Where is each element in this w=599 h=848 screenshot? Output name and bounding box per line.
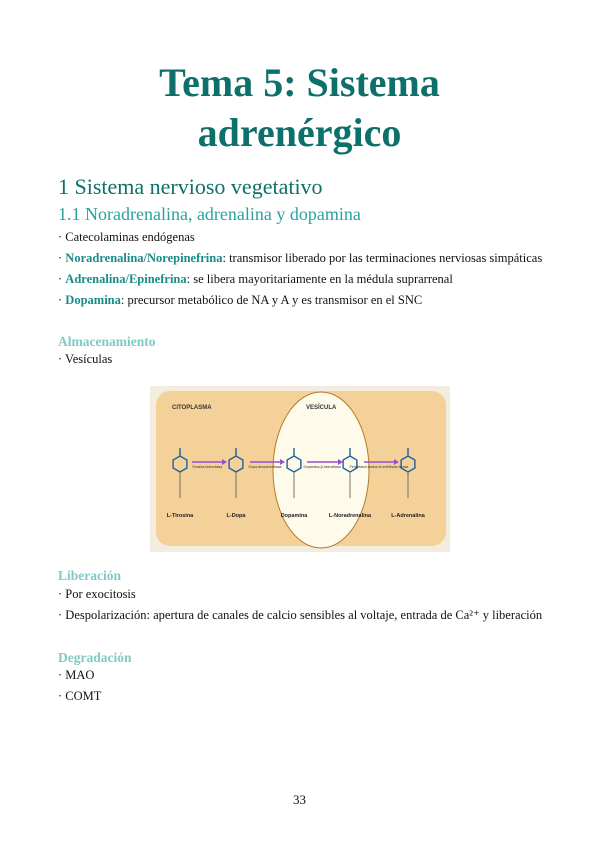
title-line-2: adrenérgico <box>197 110 402 155</box>
compound-label: L-Dopa <box>226 513 246 519</box>
liberacion-item: · Despolarización: apertura de canales de calcio sensibles al voltaje, entrada de Ca²⁺ y liberación <box>58 608 543 622</box>
compound-label: L-Adrenalina <box>391 513 425 519</box>
section-heading: 1 Sistema nervioso vegetativo <box>58 174 323 199</box>
compound-label: L-Tirosina <box>166 513 194 519</box>
bullet-dopamina: · Dopamina: precursor metabólico de NA y A y es transmisor en el SNC <box>58 293 423 307</box>
title-line-1: Tema 5: Sistema <box>159 60 440 105</box>
bullet-adrenalina: · Adrenalina/Epinefrina: se libera mayoritariamente en la médula suprarrenal <box>58 272 453 286</box>
bullet-noradrenalina: · Noradrenalina/Norepinefrina: transmisor liberado por las terminaciones nerviosas simpáticas <box>58 251 543 265</box>
enzyme-label: Feniletanol-amina-N-metiltrans-ferasa <box>349 465 409 469</box>
page-number: 33 <box>293 792 306 807</box>
degradacion-item: · MAO <box>58 668 95 682</box>
page-title <box>0 58 599 158</box>
citoplasma-label: CITOPLASMA <box>172 405 212 411</box>
compound-label: L-Noradrenalina <box>328 513 372 519</box>
bullet-catecolaminas: · Catecolaminas endógenas <box>58 230 195 244</box>
degradacion-item: · COMT <box>58 689 102 703</box>
vesicula-label: VESÍCULA <box>306 405 337 411</box>
almacenamiento-heading: Almacenamiento <box>58 334 156 349</box>
almacenamiento-item: · Vesículas <box>58 352 113 366</box>
synthesis-figure <box>150 386 450 552</box>
degradacion-heading: Degradación <box>58 650 132 665</box>
synthesis-diagram <box>150 386 450 552</box>
liberacion-item: · Por exocitosis <box>58 587 136 601</box>
enzyme-label: Tirosina-hidroxilasa <box>191 465 223 469</box>
enzyme-label: Dopamina-β-hidroxilasa <box>303 465 341 469</box>
subsection-heading: 1.1 Noradrenalina, adrenalina y dopamina <box>58 204 361 224</box>
compound-label: Dopamina <box>280 513 308 519</box>
enzyme-label: Dopa-descarboxilasa <box>248 465 282 469</box>
liberacion-heading: Liberación <box>58 568 121 583</box>
